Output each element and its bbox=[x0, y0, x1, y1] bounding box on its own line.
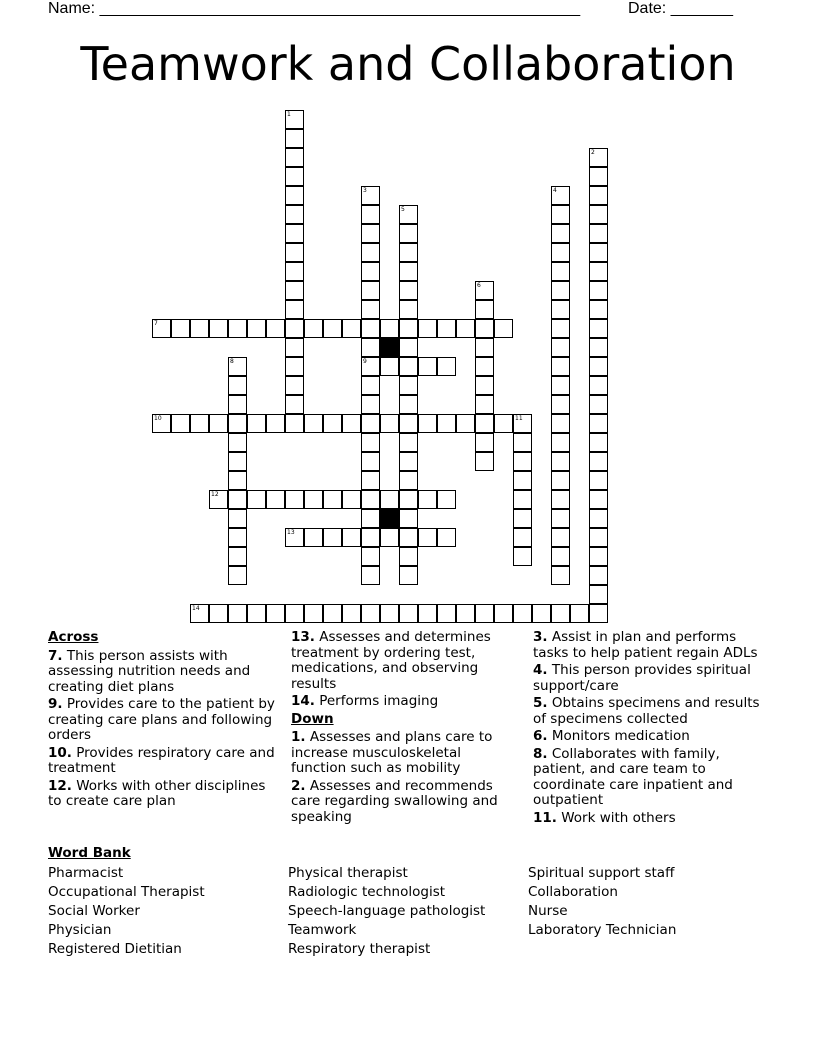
grid-cell[interactable] bbox=[589, 547, 608, 566]
clue-down-6: 6. Monitors medication bbox=[533, 728, 690, 744]
grid-cell[interactable] bbox=[228, 547, 247, 566]
grid-cell[interactable] bbox=[399, 509, 418, 528]
grid-cell[interactable] bbox=[399, 566, 418, 585]
clue-number: 14 bbox=[192, 605, 200, 612]
clues-col3 bbox=[533, 630, 773, 828]
clue-down-5: 5. Obtains specimens and results of specimens collected bbox=[533, 695, 760, 727]
clue-number: 10 bbox=[154, 415, 162, 422]
grid-cell[interactable] bbox=[399, 262, 418, 281]
grid-cell[interactable] bbox=[342, 319, 361, 338]
grid-cell[interactable] bbox=[342, 490, 361, 509]
grid-cell[interactable] bbox=[266, 490, 285, 509]
grid-cell[interactable] bbox=[266, 604, 285, 623]
grid-cell[interactable] bbox=[361, 566, 380, 585]
grid-cell[interactable] bbox=[475, 357, 494, 376]
grid-cell[interactable] bbox=[399, 357, 418, 376]
grid-cell[interactable] bbox=[266, 414, 285, 433]
grid-cell[interactable] bbox=[551, 566, 570, 585]
grid-cell[interactable] bbox=[228, 376, 247, 395]
grid-cell[interactable] bbox=[399, 376, 418, 395]
grid-cell[interactable] bbox=[247, 319, 266, 338]
grid-cell[interactable] bbox=[418, 528, 437, 547]
grid-cell[interactable] bbox=[228, 414, 247, 433]
grid-cell[interactable] bbox=[589, 528, 608, 547]
grid-cell[interactable] bbox=[323, 528, 342, 547]
grid-cell[interactable] bbox=[228, 528, 247, 547]
grid-cell[interactable] bbox=[285, 300, 304, 319]
grid-cell[interactable] bbox=[494, 604, 513, 623]
clue-number: 11 bbox=[515, 415, 523, 422]
grid-cell[interactable] bbox=[361, 205, 380, 224]
grid-cell[interactable] bbox=[361, 547, 380, 566]
grid-cell[interactable] bbox=[361, 452, 380, 471]
grid-cell[interactable] bbox=[399, 300, 418, 319]
grid-cell[interactable] bbox=[285, 395, 304, 414]
grid-cell[interactable] bbox=[551, 547, 570, 566]
clue-number: 2 bbox=[591, 149, 595, 156]
grid-cell[interactable] bbox=[513, 471, 532, 490]
grid-cell[interactable] bbox=[437, 357, 456, 376]
word-bank-item: Pharmacist bbox=[48, 865, 124, 881]
grid-cell[interactable] bbox=[361, 414, 380, 433]
word-bank-col3 bbox=[528, 864, 676, 940]
across-heading: Across bbox=[48, 629, 99, 645]
grid-cell[interactable] bbox=[589, 319, 608, 338]
grid-cell[interactable] bbox=[399, 224, 418, 243]
grid-cell[interactable] bbox=[513, 547, 532, 566]
grid-cell[interactable] bbox=[228, 395, 247, 414]
word-bank-item: Spiritual support staff bbox=[528, 865, 675, 881]
clue-number: 5 bbox=[401, 206, 405, 213]
grid-cell[interactable] bbox=[475, 338, 494, 357]
grid-cell[interactable] bbox=[589, 414, 608, 433]
grid-cell[interactable] bbox=[247, 490, 266, 509]
word-bank-heading: Word Bank bbox=[48, 845, 131, 861]
clue-number: 6 bbox=[477, 282, 481, 289]
word-bank-item: Occupational Therapist bbox=[48, 884, 205, 900]
grid-cell[interactable] bbox=[456, 604, 475, 623]
clue-number: 7 bbox=[154, 320, 158, 327]
grid-cell[interactable] bbox=[551, 490, 570, 509]
word-bank-col1 bbox=[48, 864, 205, 959]
grid-cell[interactable] bbox=[589, 566, 608, 585]
grid-cell[interactable] bbox=[304, 604, 323, 623]
grid-cell[interactable] bbox=[475, 395, 494, 414]
grid-cell[interactable] bbox=[456, 319, 475, 338]
grid-cell[interactable] bbox=[228, 319, 247, 338]
grid-cell[interactable] bbox=[399, 414, 418, 433]
grid-cell[interactable] bbox=[399, 471, 418, 490]
grid-cell[interactable] bbox=[361, 490, 380, 509]
grid-cell[interactable] bbox=[589, 452, 608, 471]
grid-cell[interactable] bbox=[361, 395, 380, 414]
name-field[interactable]: Name: ______________________________________________________ bbox=[48, 0, 581, 17]
grid-cell[interactable] bbox=[551, 452, 570, 471]
grid-cell[interactable] bbox=[532, 604, 551, 623]
grid-cell[interactable] bbox=[475, 414, 494, 433]
grid-cell[interactable] bbox=[589, 585, 608, 604]
grid-cell[interactable] bbox=[399, 604, 418, 623]
down-heading: Down bbox=[291, 710, 334, 727]
grid-cell[interactable] bbox=[380, 528, 399, 547]
grid-cell[interactable] bbox=[513, 509, 532, 528]
grid-cell[interactable] bbox=[228, 433, 247, 452]
grid-cell[interactable] bbox=[285, 338, 304, 357]
clue-down-11: 11. Work with others bbox=[533, 809, 676, 826]
grid-cell[interactable] bbox=[285, 319, 304, 338]
grid-cell[interactable] bbox=[551, 509, 570, 528]
grid-cell[interactable] bbox=[475, 604, 494, 623]
grid-cell[interactable] bbox=[285, 281, 304, 300]
grid-cell[interactable] bbox=[418, 414, 437, 433]
grid-cell[interactable] bbox=[475, 452, 494, 471]
grid-cell[interactable] bbox=[589, 395, 608, 414]
grid-cell[interactable] bbox=[551, 376, 570, 395]
grid-cell[interactable] bbox=[418, 319, 437, 338]
grid-cell[interactable] bbox=[437, 528, 456, 547]
grid-cell[interactable] bbox=[228, 509, 247, 528]
black-cell bbox=[380, 338, 399, 357]
clue-across-10: 10. Provides respiratory care and treatment bbox=[48, 744, 275, 776]
grid-cell[interactable] bbox=[589, 604, 608, 623]
clue-down-3: 3. Assist in plan and performs tasks to help patient regain ADLs bbox=[533, 629, 758, 661]
grid-cell[interactable] bbox=[361, 281, 380, 300]
grid-cell[interactable] bbox=[399, 281, 418, 300]
grid-cell[interactable] bbox=[209, 414, 228, 433]
grid-cell[interactable] bbox=[361, 300, 380, 319]
grid-cell[interactable] bbox=[380, 357, 399, 376]
grid-cell[interactable] bbox=[380, 414, 399, 433]
clue-across-7: 7. This person assists with assessing nutrition needs and creating diet plans bbox=[48, 647, 251, 695]
grid-cell[interactable] bbox=[551, 433, 570, 452]
grid-cell[interactable] bbox=[399, 452, 418, 471]
grid-cell[interactable] bbox=[589, 490, 608, 509]
grid-cell[interactable] bbox=[209, 319, 228, 338]
grid-cell[interactable] bbox=[513, 433, 532, 452]
grid-cell[interactable] bbox=[228, 452, 247, 471]
grid-cell[interactable] bbox=[418, 490, 437, 509]
grid-cell[interactable] bbox=[551, 471, 570, 490]
grid-cell[interactable] bbox=[190, 319, 209, 338]
clue-down-4: 4. This person provides spiritual support/care bbox=[533, 662, 751, 694]
grid-cell[interactable] bbox=[361, 224, 380, 243]
grid-cell[interactable] bbox=[399, 433, 418, 452]
clue-number: 9 bbox=[363, 358, 367, 365]
grid-cell[interactable] bbox=[304, 528, 323, 547]
grid-cell[interactable] bbox=[399, 338, 418, 357]
grid-cell[interactable] bbox=[589, 262, 608, 281]
grid-cell[interactable] bbox=[304, 490, 323, 509]
grid-cell[interactable] bbox=[589, 224, 608, 243]
clue-across-12: 12. Works with other disciplines to create care plan bbox=[48, 777, 266, 809]
grid-cell[interactable] bbox=[513, 490, 532, 509]
grid-cell[interactable] bbox=[399, 243, 418, 262]
page-title: Teamwork and Collaboration bbox=[80, 37, 736, 91]
grid-cell[interactable] bbox=[437, 319, 456, 338]
grid-cell[interactable] bbox=[361, 243, 380, 262]
grid-cell[interactable] bbox=[551, 319, 570, 338]
grid-cell[interactable] bbox=[589, 357, 608, 376]
grid-cell[interactable] bbox=[551, 604, 570, 623]
grid-cell[interactable] bbox=[399, 547, 418, 566]
grid-cell[interactable] bbox=[361, 509, 380, 528]
word-bank-item: Social Worker bbox=[48, 903, 140, 919]
grid-cell[interactable] bbox=[589, 471, 608, 490]
clue-across-9: 9. Provides care to the patient by creating care plans and following orders bbox=[48, 696, 275, 743]
grid-cell[interactable] bbox=[551, 357, 570, 376]
grid-cell[interactable] bbox=[228, 490, 247, 509]
word-bank-item: Radiologic technologist bbox=[288, 884, 446, 900]
grid-cell[interactable] bbox=[342, 414, 361, 433]
grid-cell[interactable] bbox=[361, 319, 380, 338]
grid-cell[interactable] bbox=[228, 604, 247, 623]
grid-cell[interactable] bbox=[361, 262, 380, 281]
clue-across-13: 13. Assesses and determines treatment by ordering test, medications, and observing results bbox=[291, 629, 491, 692]
grid-cell[interactable] bbox=[589, 167, 608, 186]
grid-cell[interactable] bbox=[475, 319, 494, 338]
grid-cell[interactable] bbox=[285, 148, 304, 167]
grid-cell[interactable] bbox=[589, 186, 608, 205]
grid-cell[interactable] bbox=[361, 338, 380, 357]
grid-cell[interactable] bbox=[475, 433, 494, 452]
grid-cell[interactable] bbox=[551, 224, 570, 243]
grid-cell[interactable] bbox=[589, 300, 608, 319]
black-cell bbox=[380, 509, 399, 528]
grid-cell[interactable] bbox=[399, 395, 418, 414]
grid-cell[interactable] bbox=[418, 604, 437, 623]
grid-cell[interactable] bbox=[551, 528, 570, 547]
grid-cell[interactable] bbox=[551, 205, 570, 224]
grid-cell[interactable] bbox=[361, 471, 380, 490]
grid-cell[interactable] bbox=[551, 281, 570, 300]
grid-cell[interactable] bbox=[589, 243, 608, 262]
grid-cell[interactable] bbox=[285, 224, 304, 243]
clue-down-8: 8. Collaborates with family, patient, and care team to coordinate care inpatient and outpatient bbox=[533, 745, 733, 808]
clue-number: 12 bbox=[211, 491, 219, 498]
grid-cell[interactable] bbox=[551, 395, 570, 414]
clue-number: 13 bbox=[287, 529, 295, 536]
grid-cell[interactable] bbox=[285, 376, 304, 395]
grid-cell[interactable] bbox=[209, 604, 228, 623]
clues-col2 bbox=[291, 630, 509, 827]
grid-cell[interactable] bbox=[323, 604, 342, 623]
grid-cell[interactable] bbox=[513, 528, 532, 547]
grid-cell[interactable] bbox=[399, 319, 418, 338]
grid-cell[interactable] bbox=[361, 604, 380, 623]
grid-cell[interactable] bbox=[285, 414, 304, 433]
grid-cell[interactable] bbox=[589, 376, 608, 395]
grid-cell[interactable] bbox=[380, 604, 399, 623]
grid-cell[interactable] bbox=[285, 167, 304, 186]
grid-cell[interactable] bbox=[171, 414, 190, 433]
clue-across-14: 14. Performs imaging bbox=[291, 693, 439, 709]
clue-number: 1 bbox=[287, 111, 291, 118]
grid-cell[interactable] bbox=[190, 414, 209, 433]
word-bank-item: Laboratory Technician bbox=[528, 922, 677, 938]
grid-cell[interactable] bbox=[304, 319, 323, 338]
word-bank-item: Teamwork bbox=[288, 922, 357, 938]
grid-cell[interactable] bbox=[589, 205, 608, 224]
grid-cell[interactable] bbox=[323, 490, 342, 509]
grid-cell[interactable] bbox=[228, 566, 247, 585]
clue-number: 3 bbox=[363, 187, 367, 194]
word-bank-col2 bbox=[288, 864, 485, 959]
grid-cell[interactable] bbox=[494, 414, 513, 433]
word-bank-item: Registered Dietitian bbox=[48, 941, 182, 957]
grid-cell[interactable] bbox=[418, 357, 437, 376]
grid-cell[interactable] bbox=[589, 433, 608, 452]
clue-number: 4 bbox=[553, 187, 557, 194]
grid-cell[interactable] bbox=[437, 490, 456, 509]
grid-cell[interactable] bbox=[247, 414, 266, 433]
grid-cell[interactable] bbox=[513, 452, 532, 471]
grid-cell[interactable] bbox=[285, 186, 304, 205]
date-field[interactable]: Date: _______ bbox=[628, 0, 733, 17]
grid-cell[interactable] bbox=[551, 300, 570, 319]
grid-cell[interactable] bbox=[475, 300, 494, 319]
grid-cell[interactable] bbox=[399, 490, 418, 509]
grid-cell[interactable] bbox=[589, 509, 608, 528]
word-bank-item: Physician bbox=[48, 922, 112, 938]
grid-cell[interactable] bbox=[285, 262, 304, 281]
grid-cell[interactable] bbox=[589, 281, 608, 300]
grid-cell[interactable] bbox=[437, 414, 456, 433]
grid-cell[interactable] bbox=[380, 490, 399, 509]
grid-cell[interactable] bbox=[304, 414, 323, 433]
word-bank-item: Collaboration bbox=[528, 884, 618, 900]
grid-cell[interactable] bbox=[342, 604, 361, 623]
grid-cell[interactable] bbox=[399, 528, 418, 547]
grid-cell[interactable] bbox=[285, 205, 304, 224]
grid-cell[interactable] bbox=[551, 338, 570, 357]
grid-cell[interactable] bbox=[285, 604, 304, 623]
word-bank-item: Respiratory therapist bbox=[288, 941, 431, 957]
grid-cell[interactable] bbox=[589, 338, 608, 357]
across-clues-col1 bbox=[48, 630, 280, 812]
clue-number: 8 bbox=[230, 358, 234, 365]
grid-cell[interactable] bbox=[551, 414, 570, 433]
grid-cell[interactable] bbox=[247, 604, 266, 623]
grid-cell[interactable] bbox=[380, 319, 399, 338]
grid-cell[interactable] bbox=[228, 471, 247, 490]
grid-cell[interactable] bbox=[456, 414, 475, 433]
grid-cell[interactable] bbox=[475, 376, 494, 395]
grid-cell[interactable] bbox=[551, 243, 570, 262]
grid-cell[interactable] bbox=[361, 433, 380, 452]
clue-down-2: 2. Assesses and recommends care regarding swallowing and speaking bbox=[291, 777, 498, 825]
grid-cell[interactable] bbox=[285, 490, 304, 509]
grid-cell[interactable] bbox=[513, 604, 532, 623]
grid-cell[interactable] bbox=[285, 129, 304, 148]
grid-cell[interactable] bbox=[323, 414, 342, 433]
grid-cell[interactable] bbox=[551, 262, 570, 281]
grid-cell[interactable] bbox=[570, 604, 589, 623]
grid-cell[interactable] bbox=[285, 243, 304, 262]
grid-cell[interactable] bbox=[342, 528, 361, 547]
grid-cell[interactable] bbox=[266, 319, 285, 338]
clue-down-1: 1. Assesses and plans care to increase musculoskeletal function such as mobility bbox=[291, 729, 493, 776]
word-bank-item: Physical therapist bbox=[288, 865, 408, 881]
grid-cell[interactable] bbox=[285, 357, 304, 376]
word-bank-item: Nurse bbox=[528, 903, 568, 919]
grid-cell[interactable] bbox=[361, 376, 380, 395]
grid-cell[interactable] bbox=[361, 528, 380, 547]
word-bank-item: Speech-language pathologist bbox=[288, 903, 486, 919]
grid-cell[interactable] bbox=[171, 319, 190, 338]
grid-cell[interactable] bbox=[437, 604, 456, 623]
grid-cell[interactable] bbox=[323, 319, 342, 338]
grid-cell[interactable] bbox=[494, 319, 513, 338]
